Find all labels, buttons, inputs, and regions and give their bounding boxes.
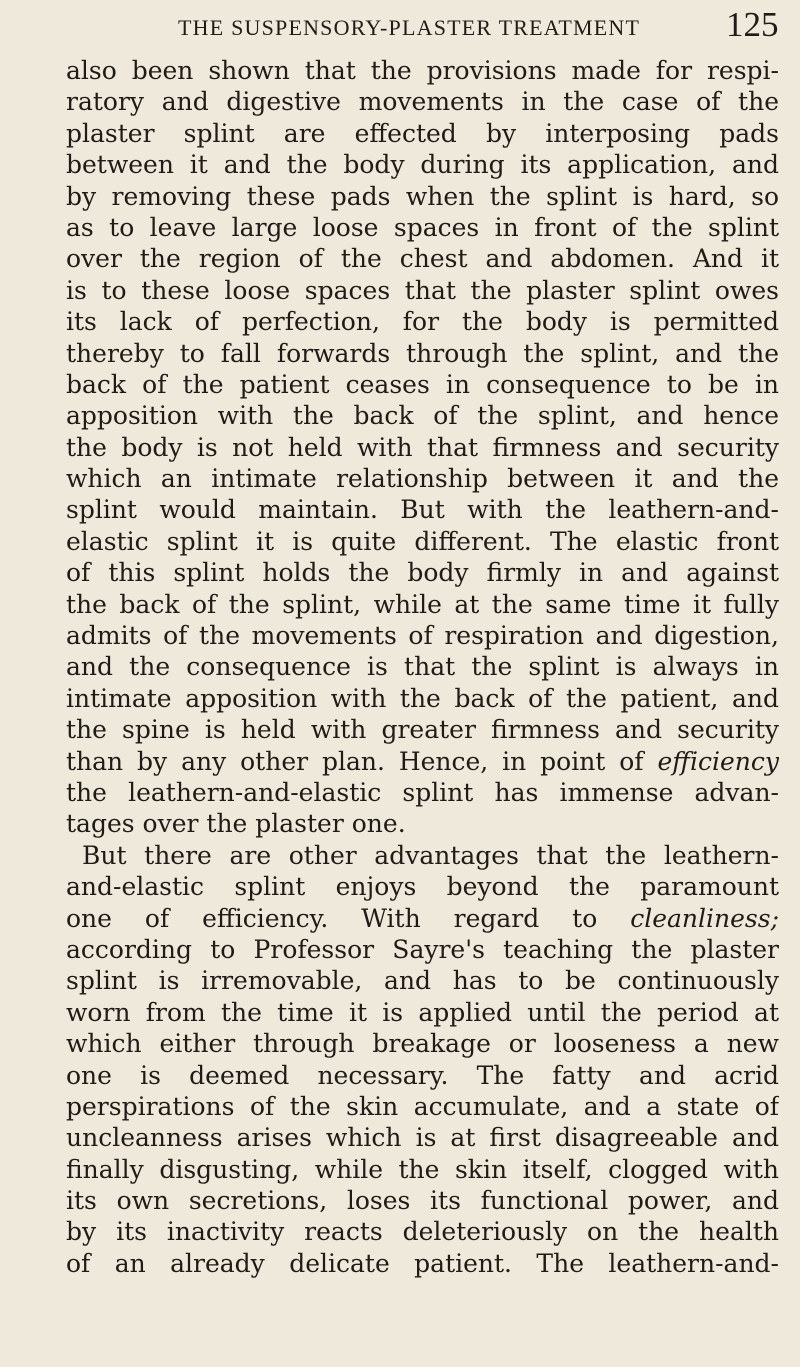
text-line bbox=[66, 495, 779, 525]
running-head: THE SUSPENSORY-PLASTER TREATMENT bbox=[178, 15, 641, 40]
text-line bbox=[66, 621, 779, 651]
text-line bbox=[66, 527, 779, 557]
text-line-content: the leathern-and-elastic splint has immense advan- bbox=[66, 777, 779, 807]
text-line bbox=[66, 1029, 779, 1059]
text-line bbox=[66, 244, 779, 274]
text-line bbox=[66, 1217, 779, 1247]
text-line bbox=[66, 1123, 779, 1153]
text-line-content: splint is irremovable, and has to be continuously bbox=[66, 966, 779, 996]
text-line-content: back of the patient ceases in consequence to be in bbox=[66, 369, 779, 399]
text-line-content: the back of the splint, while at the same time it fully bbox=[66, 589, 779, 619]
text-line-content: But there are other advantages that the leathern- bbox=[82, 840, 779, 870]
text-line bbox=[66, 590, 779, 620]
text-line-content: admits of the movements of respiration and digestion, bbox=[66, 621, 779, 651]
text-line-content: plaster splint are effected by interposing pads bbox=[66, 118, 779, 148]
text-line-content: worn from the time it is applied until the period at bbox=[66, 997, 779, 1027]
text-line-content: ratory and digestive movements in the case of the bbox=[66, 87, 779, 117]
text-line-content: uncleanness arises which is at first disagreeable and bbox=[66, 1123, 779, 1153]
text-line bbox=[66, 1092, 779, 1122]
text-line bbox=[66, 715, 779, 745]
text-line bbox=[66, 119, 779, 149]
italic-emphasis: cleanliness; bbox=[630, 903, 779, 933]
text-line bbox=[66, 433, 779, 463]
text-line-content: is to these loose spaces that the plaster splint owes bbox=[66, 275, 779, 305]
text-line-content: by removing these pads when the splint is hard, so bbox=[66, 181, 779, 211]
text-line-content: tages over the plaster one. bbox=[66, 809, 406, 839]
text-line-content: intimate apposition with the back of the patient, and bbox=[66, 683, 779, 713]
text-line-content: splint would maintain. But with the leathern-and- bbox=[66, 495, 779, 525]
text-line-content: its own secretions, loses its functional power, and bbox=[66, 1186, 779, 1216]
text-line bbox=[66, 998, 779, 1028]
text-line bbox=[66, 150, 779, 180]
text-line-content: one of efficiency. With regard to bbox=[66, 903, 631, 933]
text-line-content: by its inactivity reacts deleteriously on the health bbox=[66, 1217, 779, 1247]
text-line bbox=[66, 841, 779, 871]
text-line-content: as to leave large loose spaces in front of the splint bbox=[66, 212, 779, 242]
text-line-content: apposition with the back of the splint, and hence bbox=[66, 401, 779, 431]
text-line-content: and-elastic splint enjoys beyond the paramount bbox=[66, 872, 779, 902]
text-line-content: which an intimate relationship between it and the bbox=[66, 464, 779, 494]
text-line bbox=[66, 276, 779, 306]
text-line-content: than by any other plan. Hence, in point of bbox=[66, 746, 658, 776]
text-line bbox=[66, 684, 779, 714]
text-line bbox=[66, 747, 779, 777]
text-line bbox=[66, 872, 779, 902]
text-line bbox=[66, 307, 779, 337]
body-text bbox=[66, 56, 779, 1280]
text-line-content: finally disgusting, while the skin itself, clogged with bbox=[66, 1154, 779, 1184]
text-line-content: of an already delicate patient. The leathern-and- bbox=[66, 1248, 779, 1278]
text-line bbox=[66, 652, 779, 682]
text-line-content: elastic splint it is quite different. The elastic front bbox=[66, 526, 779, 556]
text-line-content: its lack of perfection, for the body is permitted bbox=[66, 307, 779, 337]
text-line bbox=[66, 182, 779, 212]
text-line bbox=[66, 401, 779, 431]
text-line bbox=[66, 778, 779, 808]
text-line bbox=[66, 1061, 779, 1091]
text-line-content: between it and the body during its application, and bbox=[66, 150, 779, 180]
text-line bbox=[66, 464, 779, 494]
text-line bbox=[66, 1186, 779, 1216]
text-line-content: and the consequence is that the splint is always in bbox=[66, 652, 779, 682]
text-line-content: the body is not held with that firmness and security bbox=[66, 432, 779, 462]
text-line bbox=[66, 213, 779, 243]
text-line-content: according to Professor Sayre's teaching the plaster bbox=[66, 934, 779, 964]
text-line-content: thereby to fall forwards through the splint, and the bbox=[66, 338, 779, 368]
text-line bbox=[66, 1155, 779, 1185]
text-line bbox=[66, 935, 779, 965]
text-line-content: of this splint holds the body firmly in and against bbox=[66, 558, 779, 588]
italic-emphasis: efficiency bbox=[657, 746, 779, 776]
text-line-content: one is deemed necessary. The fatty and acrid bbox=[66, 1060, 779, 1090]
text-line bbox=[66, 558, 779, 588]
text-line-content: which either through breakage or looseness a new bbox=[66, 1029, 779, 1059]
text-line-content: the spine is held with greater firmness and security bbox=[66, 715, 779, 745]
text-line bbox=[66, 56, 779, 86]
text-line-content: over the region of the chest and abdomen. And it bbox=[66, 244, 779, 274]
text-line-content: perspirations of the skin accumulate, and a state of bbox=[66, 1091, 779, 1121]
text-line-content: also been shown that the provisions made for respi- bbox=[66, 56, 779, 85]
text-line bbox=[66, 904, 779, 934]
text-line bbox=[66, 370, 779, 400]
page-number: 125 bbox=[726, 5, 779, 44]
text-line bbox=[66, 1249, 779, 1279]
text-line bbox=[66, 339, 779, 369]
text-line bbox=[66, 87, 779, 117]
text-line bbox=[66, 809, 779, 839]
text-line bbox=[66, 966, 779, 996]
